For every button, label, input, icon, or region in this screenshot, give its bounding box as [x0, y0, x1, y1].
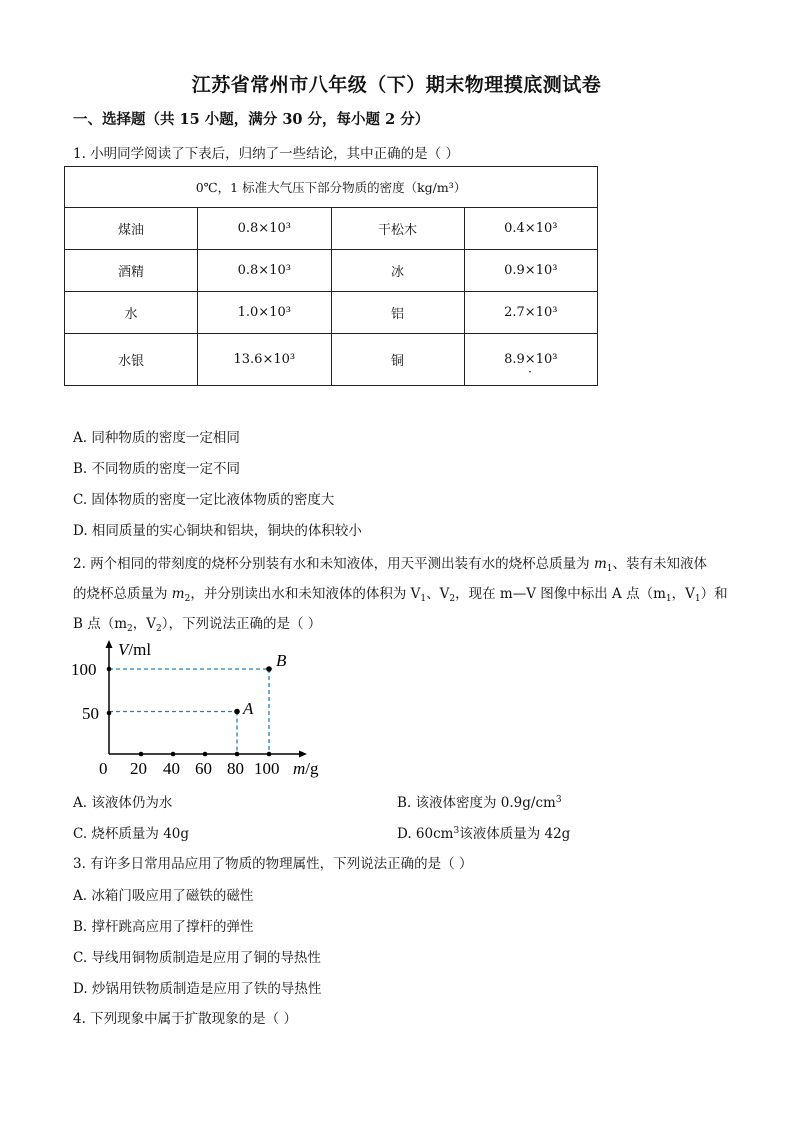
- q2-option-b: [397, 791, 562, 811]
- table-cell: 13.6×10³: [198, 334, 331, 386]
- q3-option-c: C. 导线用铜物质制造是应用了铜的导热性: [73, 950, 321, 966]
- table-cell: 水: [65, 292, 198, 334]
- point-a-label: A: [243, 699, 254, 718]
- y-axis-arrow-icon: [106, 640, 113, 648]
- section-heading: 一、选择题（共 15 小题，满分 30 分，每小题 2 分）: [73, 111, 430, 128]
- x-tick-dot: [139, 752, 144, 757]
- q2-text: ，V: [671, 586, 695, 602]
- x-tick-label: 100: [254, 759, 280, 778]
- x-tick-label: 0: [99, 759, 108, 778]
- q2-text: ，并分别读出水和未知液体的体积为 V: [190, 586, 421, 602]
- q2-text: 、装有未知液体: [612, 556, 708, 572]
- x-tick-dot: [267, 752, 272, 757]
- q2-option-b-text: B. 该液体密度为 0.9g/cm: [397, 795, 556, 811]
- table-row: [65, 250, 598, 292]
- q3-option-a: A. 冰箱门吸应用了磁铁的磁性: [73, 888, 254, 904]
- q2-text: ，现在 m—V 图像中标出 A 点（m: [455, 586, 666, 602]
- point-a: [234, 709, 240, 715]
- page-title: 江苏省常州市八年级（下）期末物理摸底测试卷: [191, 74, 602, 96]
- x-axis-label: m/g: [293, 759, 319, 778]
- table-cell: 水银: [65, 334, 198, 386]
- q2-option-d-sup: 3: [453, 826, 460, 836]
- q2-text: ）和: [700, 586, 728, 602]
- q2-stem-line2: [73, 582, 728, 602]
- x-tick-dot: [203, 752, 208, 757]
- q2-sub: 2: [156, 624, 162, 634]
- q2-sub: 1: [694, 594, 701, 604]
- q2-stem-line1: [73, 552, 707, 572]
- x-axis-arrow-icon: [299, 751, 307, 758]
- table-cell: [464, 334, 597, 386]
- table-row: [65, 292, 598, 334]
- q3-option-b: B. 撑杆跳高应用了撑杆的弹性: [73, 919, 254, 935]
- q2-option-d-text: D. 60cm: [397, 826, 454, 842]
- q1-option-a: A. 同种物质的密度一定相同: [73, 430, 240, 446]
- y-axis-label: V/ml: [118, 640, 152, 659]
- table-cell: 1.0×10³: [198, 292, 331, 334]
- y-tick-label: 100: [71, 660, 97, 679]
- q2-option-d: [397, 822, 570, 842]
- point-b-label: B: [276, 651, 287, 670]
- q1-option-d: D. 相同质量的实心铜块和铝块，铜块的体积较小: [73, 523, 362, 539]
- x-tick-dot: [171, 752, 176, 757]
- table-row: [65, 208, 598, 250]
- q3-stem: 3. 有许多日常用品应用了物质的物理属性，下列说法正确的是（ ）: [73, 856, 473, 872]
- q2-text: B 点（m: [73, 616, 128, 632]
- table-cell: 0.8×10³: [198, 208, 331, 250]
- q2-stem-line3: [73, 612, 321, 632]
- q1-option-c: C. 固体物质的密度一定比液体物质的密度大: [73, 492, 335, 508]
- table-cell: 冰: [331, 250, 464, 292]
- q2-sub: 1: [665, 594, 672, 604]
- table-cell: 酒精: [65, 250, 198, 292]
- table-cell: 铝: [331, 292, 464, 334]
- q2-text: ），下列说法正确的是（ ）: [161, 616, 322, 632]
- density-table: [64, 166, 598, 386]
- table-row: [65, 334, 598, 386]
- point-b: [266, 666, 272, 672]
- q2-sub: 2: [127, 624, 133, 634]
- y-tick-label: 50: [82, 704, 99, 723]
- q2-text: 2. 两个相同的带刻度的烧杯分别装有水和未知液体，用天平测出装有水的烧杯总质量为: [73, 556, 594, 572]
- table-cell: 铜: [331, 334, 464, 386]
- x-tick-label: 60: [195, 759, 212, 778]
- table-cell: 煤油: [65, 208, 198, 250]
- table-cell: 0.4×10³: [464, 208, 597, 250]
- q2-text: 的烧杯总质量为: [73, 586, 172, 602]
- q2-option-a: A. 该液体仍为水: [73, 795, 173, 811]
- table-cell: 干松木: [331, 208, 464, 250]
- mv-graph: [66, 636, 346, 781]
- q1-stem: 1. 小明同学阅读了下表后，归纳了一些结论，其中正确的是（ ）: [73, 146, 459, 162]
- q2-sub: 1: [420, 594, 427, 604]
- q2-option-d-text: 该液体质量为 42g: [459, 826, 571, 842]
- q1-option-b: B. 不同物质的密度一定不同: [73, 461, 241, 477]
- y-tick-dot: [107, 711, 112, 716]
- table-cell-value: 8.9×10³ ·: [504, 352, 557, 367]
- x-tick-label: 40: [163, 759, 180, 778]
- q2-option-b-sup: 3: [555, 795, 562, 805]
- q2-sub: 2: [184, 594, 191, 604]
- q2-sub: 2: [449, 594, 456, 604]
- q2-text: ，V: [132, 616, 156, 632]
- x-tick-dot: [235, 752, 240, 757]
- q4-stem: 4. 下列现象中属于扩散现象的是（ ）: [73, 1011, 297, 1027]
- x-tick-label: 80: [227, 759, 244, 778]
- q2-var: m: [171, 586, 185, 602]
- q2-sub: 1: [606, 564, 613, 574]
- density-table-caption: 0℃，1 标准大气压下部分物质的密度（kg/m³）: [65, 167, 598, 208]
- table-cell: 0.9×10³: [464, 250, 597, 292]
- q2-text: 、V: [426, 586, 450, 602]
- table-cell: 2.7×10³: [464, 292, 597, 334]
- q2-var: m: [593, 556, 607, 572]
- x-tick-label: 20: [130, 759, 147, 778]
- y-tick-dot: [107, 667, 112, 672]
- table-cell: 0.8×10³: [198, 250, 331, 292]
- q3-option-d: D. 炒锅用铁物质制造是应用了铁的导热性: [73, 981, 322, 997]
- q2-option-c: C. 烧杯质量为 40g: [73, 826, 190, 842]
